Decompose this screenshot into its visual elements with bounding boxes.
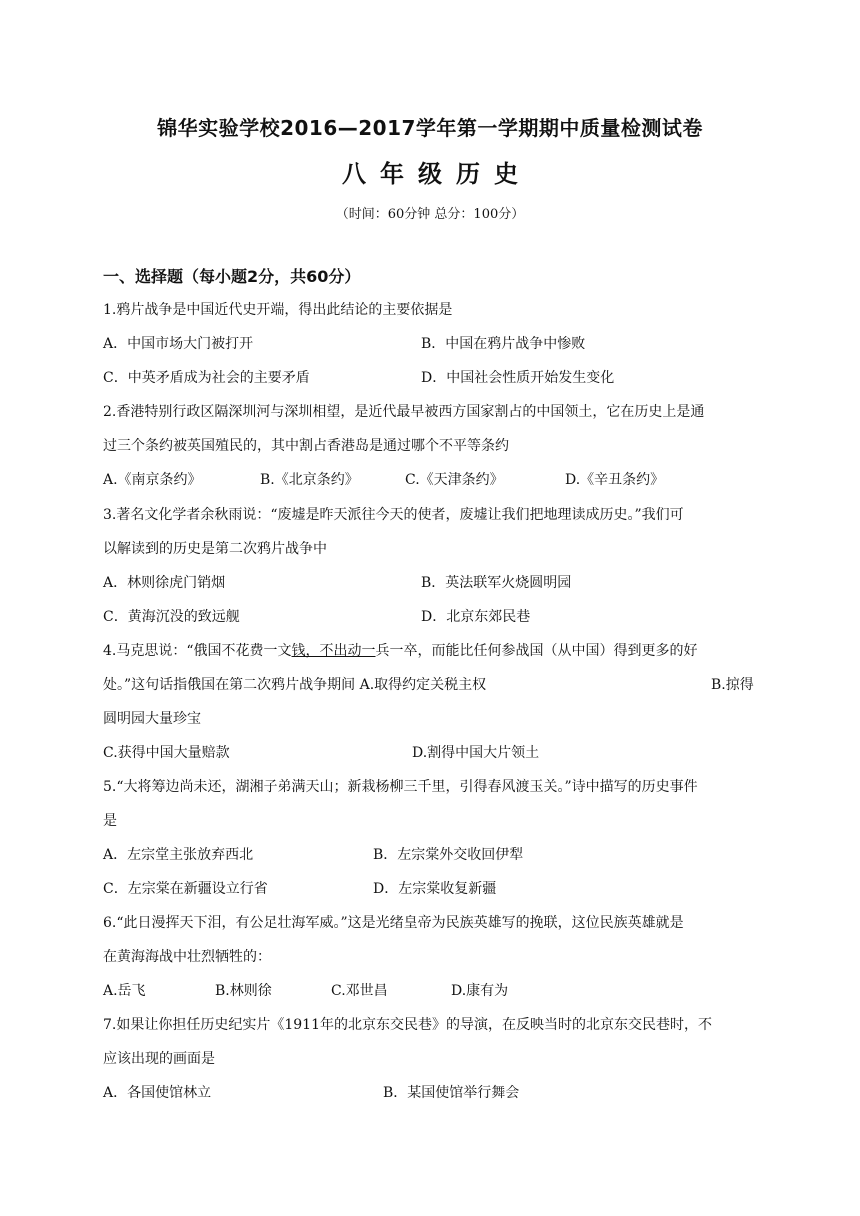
option-b: B.《北京条约》 bbox=[260, 472, 359, 488]
section-title: 一、选择题（每小题2分，共60分） bbox=[103, 267, 361, 286]
underlined-phrase: 钱，不出动一 bbox=[291, 643, 376, 659]
option-b: B.掠得 bbox=[711, 677, 754, 693]
option-a: A.岳飞 bbox=[103, 983, 146, 999]
stem-part: 兵一卒，而能比任何参战国（从中国）得到更多的好 bbox=[375, 643, 698, 659]
option-a: A．左宗堂主张放弃西北 bbox=[103, 847, 254, 863]
option-d: D．北京东郊民巷 bbox=[421, 609, 531, 625]
question-stem-cont: 应该出现的画面是 bbox=[103, 1051, 215, 1067]
question-stem-cont: 过三个条约被英国殖民的，其中割占香港岛是通过哪个不平等条约 bbox=[103, 438, 509, 454]
exam-title: 锦华实验学校2016—2017学年第一学期期中质量检测试卷 bbox=[157, 116, 703, 140]
question-stem bbox=[103, 641, 698, 661]
option-b: B.林则徐 bbox=[215, 983, 272, 999]
question-stem: 7.如果让你担任历史纪实片《1911年的北京东交民巷》的导演，在反映当时的北京东交民巷时，不 bbox=[103, 1017, 712, 1033]
option-c: C.获得中国大量赔款 bbox=[103, 745, 230, 761]
option-d: D.割得中国大片领土 bbox=[412, 745, 540, 761]
option-d: D．中国社会性质开始发生变化 bbox=[421, 370, 615, 386]
exam-time-info: （时间：60分钟 总分：100分） bbox=[335, 207, 525, 222]
exam-subject: 八年级历史 bbox=[342, 160, 532, 188]
option-d: D．左宗棠收复新疆 bbox=[373, 881, 497, 897]
question-stem: 2.香港特别行政区隔深圳河与深圳相望，是近代最早被西方国家割占的中国领土，它在历史上是通 bbox=[103, 404, 705, 420]
option-a: A．中国市场大门被打开 bbox=[103, 336, 254, 352]
option-d: D.《辛丑条约》 bbox=[565, 472, 665, 488]
option-a: A.《南京条约》 bbox=[103, 472, 202, 488]
option-c: C.《天津条约》 bbox=[405, 472, 504, 488]
question-stem-cont: 以解读到的历史是第二次鸦片战争中 bbox=[103, 541, 327, 557]
option-c: C．左宗棠在新疆设立行省 bbox=[103, 881, 268, 897]
question-stem: 3.著名文化学者余秋雨说：“废墟是昨天派往今天的使者，废墟让我们把地理读成历史。”我们可 bbox=[103, 507, 684, 523]
option-b: B．左宗棠外交收回伊犁 bbox=[373, 847, 524, 863]
option-c: C.邓世昌 bbox=[331, 983, 388, 999]
question-stem-cont: 是 bbox=[103, 813, 117, 829]
question-stem-cont: 处。”这句话指俄国在第二次鸦片战争期间 A.取得约定关税主权 bbox=[103, 677, 487, 693]
stem-part: 4.马克思说：“俄国不花费一文 bbox=[103, 643, 292, 659]
question-stem: 5.“大将筹边尚未还，湖湘子弟满天山；新栽杨柳三千里，引得春风渡玉关。”诗中描写的历史事件 bbox=[103, 779, 698, 795]
question-stem-cont: 在黄海海战中壮烈牺牲的： bbox=[103, 949, 271, 965]
option-a: A．林则徐虎门销烟 bbox=[103, 575, 226, 591]
question-stem: 6.“此日漫挥天下泪，有公足壮海军威。”这是光绪皇帝为民族英雄写的挽联，这位民族英雄就是 bbox=[103, 915, 684, 931]
option-c: C．中英矛盾成为社会的主要矛盾 bbox=[103, 370, 310, 386]
option-a: A．各国使馆林立 bbox=[103, 1085, 212, 1101]
option-b: B．英法联军火烧圆明园 bbox=[421, 575, 572, 591]
option-c: C．黄海沉没的致远舰 bbox=[103, 609, 240, 625]
option-b: B．某国使馆举行舞会 bbox=[383, 1085, 520, 1101]
question-stem: 1.鸦片战争是中国近代史开端，得出此结论的主要依据是 bbox=[103, 302, 453, 318]
option-b-cont: 圆明园大量珍宝 bbox=[103, 711, 201, 727]
option-d: D.康有为 bbox=[451, 983, 509, 999]
option-b: B．中国在鸦片战争中惨败 bbox=[421, 336, 586, 352]
